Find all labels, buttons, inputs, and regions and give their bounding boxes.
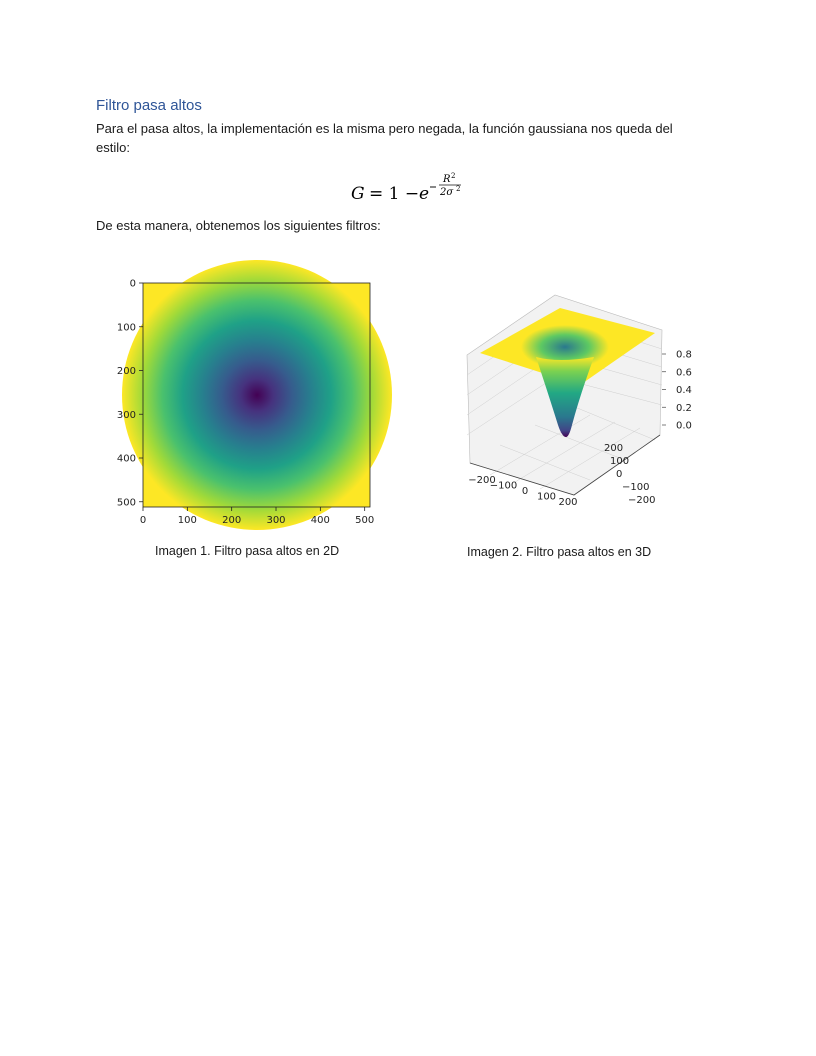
x3d-tick-label: 100: [536, 491, 557, 503]
x3d-tick-label: 0: [521, 486, 529, 497]
x-tick-label: 0: [139, 515, 147, 526]
y-tick-label: 400: [116, 453, 136, 465]
gaussian-formula: [0, 170, 816, 206]
y3d-tick-label: 0: [616, 469, 623, 480]
formula-base: e: [419, 184, 430, 204]
x-tick-label: 400: [310, 515, 330, 526]
y-tick-label: 300: [116, 409, 136, 421]
figure-2d-heatmap: [108, 270, 378, 532]
formula-numerator: R: [443, 174, 451, 185]
section-heading: Filtro pasa altos: [96, 97, 202, 114]
y-tick-label: 500: [116, 497, 136, 509]
z-tick-label: 0.6: [676, 367, 692, 379]
z-axis-ticks: [662, 350, 692, 432]
y-tick-label: 0: [129, 278, 136, 290]
formula-den-exp: 2: [456, 185, 461, 193]
z-tick-label: 0.0: [676, 420, 692, 432]
x-tick-label: 100: [177, 515, 197, 526]
formula-num-exp: 2: [451, 172, 456, 180]
figure-1-caption: Imagen 1. Filtro pasa altos en 2D: [155, 544, 340, 558]
y3d-tick-label: −200: [628, 495, 656, 506]
heatmap-gaussian: [122, 260, 392, 530]
z-tick-label: 0.2: [676, 402, 692, 414]
y3d-tick-label: −100: [622, 482, 650, 493]
x3d-tick-label: 200: [558, 497, 578, 508]
y-tick-label: 100: [116, 322, 136, 334]
figure-2-caption: Imagen 2. Filtro pasa altos en 3D: [467, 545, 652, 559]
formula-eq: = 1 −: [369, 184, 420, 204]
y3d-tick-label: 100: [610, 456, 630, 467]
formula-lhs: G: [351, 184, 365, 204]
z-tick-label: 0.8: [676, 349, 692, 361]
x3d-tick-label: −200: [468, 475, 496, 486]
y-tick-label: 200: [116, 366, 136, 377]
y3d-tick-label: 200: [604, 443, 624, 454]
x-tick-label: 200: [222, 515, 242, 526]
x-tick-label: 500: [355, 515, 375, 526]
z-tick-label: 0.4: [676, 385, 692, 396]
figure-3d-surface: [440, 285, 690, 525]
result-paragraph: De esta manera, obtenemos los siguientes filtros:: [96, 218, 381, 233]
formula-denominator: 2σ: [440, 187, 454, 198]
x-tick-label: 300: [266, 515, 286, 526]
intro-paragraph: Para el pasa altos, la implementación es la misma pero negada, la función gaussiana nos queda del estilo:: [96, 121, 673, 155]
x3d-tick-label: −100: [489, 480, 518, 492]
